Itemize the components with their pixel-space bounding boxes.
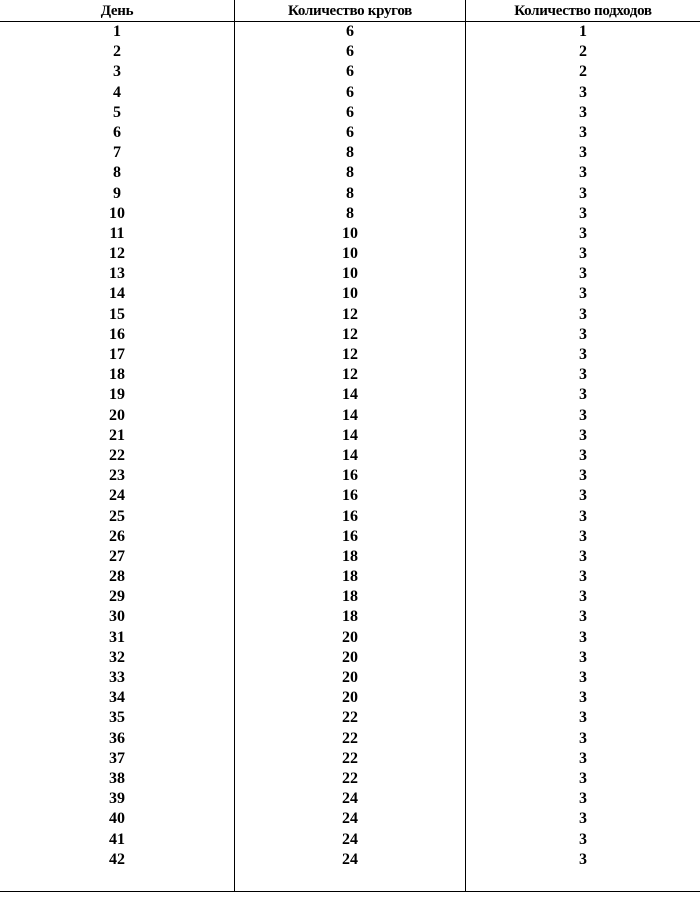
laps-cell: 6: [346, 63, 354, 81]
laps-cell: 12: [342, 366, 358, 384]
table-row: [0, 264, 700, 284]
sets-cell: 3: [579, 568, 587, 586]
sets-cell: 3: [579, 123, 587, 141]
sets-cell: 3: [579, 144, 587, 162]
laps-cell: 24: [342, 850, 358, 868]
sets-cell: 3: [579, 426, 587, 444]
sets-cell: 3: [579, 245, 587, 263]
day-cell: 32: [109, 648, 125, 666]
day-cell: 8: [113, 164, 121, 182]
sets-cell: 3: [579, 830, 587, 848]
header-day: День: [100, 3, 134, 19]
day-cell: 2: [113, 43, 121, 61]
table-row: [0, 305, 700, 325]
table-row: [0, 830, 700, 850]
table-row: [0, 749, 700, 769]
table-row: [0, 62, 700, 82]
laps-cell: 14: [342, 426, 358, 444]
day-cell: 4: [113, 83, 121, 101]
laps-cell: 12: [342, 325, 358, 343]
day-cell: 13: [109, 265, 125, 283]
laps-cell: 16: [342, 507, 358, 525]
laps-cell: 8: [346, 144, 354, 162]
table-row: [0, 688, 700, 708]
day-cell: 35: [109, 709, 125, 727]
table-row: [0, 850, 700, 870]
day-cell: 20: [109, 406, 125, 424]
header-laps: Количество кругов: [288, 3, 412, 19]
day-cell: 36: [109, 729, 125, 747]
laps-cell: 6: [346, 23, 354, 40]
table-row: [0, 769, 700, 789]
table-row: [0, 547, 700, 567]
sets-cell: 3: [579, 386, 587, 404]
day-cell: 29: [109, 588, 125, 606]
table-row: [0, 406, 700, 426]
table-body: [0, 22, 700, 870]
table-row: [0, 426, 700, 446]
laps-cell: 20: [342, 648, 358, 666]
laps-cell: 6: [346, 103, 354, 121]
laps-cell: 6: [346, 123, 354, 141]
day-cell: 21: [109, 426, 125, 444]
table-row: [0, 466, 700, 486]
laps-cell: 14: [342, 386, 358, 404]
day-cell: 17: [109, 346, 125, 363]
laps-cell: 18: [342, 568, 358, 586]
sets-cell: 3: [579, 184, 587, 202]
sets-cell: 3: [579, 790, 587, 808]
sets-cell: 3: [579, 487, 587, 505]
table-row: [0, 284, 700, 304]
sets-cell: 3: [579, 608, 587, 626]
table-row: [0, 385, 700, 405]
laps-cell: 22: [342, 769, 358, 787]
day-cell: 16: [109, 325, 125, 343]
laps-cell: 24: [342, 830, 358, 848]
sets-cell: 2: [579, 43, 587, 61]
sets-cell: 3: [579, 588, 587, 606]
table-header-row: [0, 0, 700, 21]
laps-cell: 10: [342, 245, 358, 263]
table-row: [0, 244, 700, 264]
sets-cell: 3: [579, 729, 587, 747]
table-row: [0, 729, 700, 749]
laps-cell: 22: [342, 729, 358, 747]
sets-cell: 3: [579, 366, 587, 384]
day-cell: 27: [109, 547, 125, 565]
sets-cell: 3: [579, 265, 587, 283]
table-row: [0, 184, 700, 204]
table-row: [0, 446, 700, 466]
day-cell: 33: [109, 669, 125, 686]
laps-cell: 12: [342, 346, 358, 363]
sets-cell: 3: [579, 204, 587, 222]
day-cell: 14: [109, 285, 125, 303]
laps-cell: 24: [342, 810, 358, 828]
table-row: [0, 668, 700, 688]
day-cell: 25: [109, 507, 125, 525]
sets-cell: 3: [579, 810, 587, 828]
table-row: [0, 83, 700, 103]
header-sets: Количество подходов: [514, 3, 652, 19]
day-cell: 1: [113, 23, 121, 40]
laps-cell: 20: [342, 628, 358, 646]
day-cell: 19: [109, 386, 125, 404]
sets-cell: 3: [579, 346, 587, 363]
table-row: [0, 42, 700, 62]
laps-cell: 8: [346, 184, 354, 202]
sets-cell: 3: [579, 224, 587, 242]
day-cell: 28: [109, 568, 125, 586]
day-cell: 5: [113, 103, 121, 121]
laps-cell: 24: [342, 790, 358, 808]
laps-cell: 8: [346, 204, 354, 222]
laps-cell: 12: [342, 305, 358, 323]
laps-cell: 16: [342, 487, 358, 505]
day-cell: 37: [109, 749, 125, 767]
laps-cell: 6: [346, 83, 354, 101]
laps-cell: 10: [342, 265, 358, 283]
day-cell: 41: [109, 830, 125, 848]
sets-cell: 3: [579, 164, 587, 182]
sets-cell: 3: [579, 769, 587, 787]
laps-cell: 6: [346, 43, 354, 61]
table-row: [0, 607, 700, 627]
table-row: [0, 204, 700, 224]
day-cell: 12: [109, 245, 125, 263]
sets-cell: 3: [579, 628, 587, 646]
table-row: [0, 345, 700, 365]
table-row: [0, 567, 700, 587]
sets-cell: 3: [579, 406, 587, 424]
day-cell: 23: [109, 467, 125, 485]
sets-cell: 3: [579, 507, 587, 525]
table-row: [0, 648, 700, 668]
day-cell: 15: [109, 305, 125, 323]
table-row: [0, 143, 700, 163]
laps-cell: 22: [342, 709, 358, 727]
sets-cell: 3: [579, 83, 587, 101]
table-row: [0, 103, 700, 123]
sets-cell: 3: [579, 325, 587, 343]
day-cell: 22: [109, 446, 125, 464]
day-cell: 34: [109, 689, 125, 707]
sets-cell: 3: [579, 547, 587, 565]
laps-cell: 10: [342, 285, 358, 303]
laps-cell: 16: [342, 527, 358, 545]
laps-cell: 20: [342, 689, 358, 707]
sets-cell: 3: [579, 446, 587, 464]
sets-cell: 3: [579, 285, 587, 303]
sets-cell: 3: [579, 103, 587, 121]
table-row: [0, 365, 700, 385]
table-row: [0, 224, 700, 244]
day-cell: 3: [113, 63, 121, 81]
sets-cell: 1: [579, 23, 587, 40]
table-row: [0, 628, 700, 648]
laps-cell: 18: [342, 588, 358, 606]
table-row: [0, 123, 700, 143]
laps-cell: 10: [342, 224, 358, 242]
table-row: [0, 507, 700, 527]
laps-cell: 14: [342, 406, 358, 424]
table-row: [0, 527, 700, 547]
day-cell: 42: [109, 850, 125, 868]
table-row: [0, 22, 700, 42]
sets-cell: 3: [579, 749, 587, 767]
day-cell: 24: [109, 487, 125, 505]
sets-cell: 2: [579, 63, 587, 81]
sets-cell: 3: [579, 467, 587, 485]
day-cell: 7: [113, 144, 121, 162]
day-cell: 40: [109, 810, 125, 828]
day-cell: 30: [109, 608, 125, 626]
laps-cell: 20: [342, 669, 358, 686]
laps-cell: 8: [346, 164, 354, 182]
sets-cell: 3: [579, 709, 587, 727]
table-row: [0, 587, 700, 607]
table-row: [0, 789, 700, 809]
table-row: [0, 163, 700, 183]
sets-cell: 3: [579, 689, 587, 707]
day-cell: 10: [109, 204, 125, 222]
laps-cell: 18: [342, 608, 358, 626]
sets-cell: 3: [579, 850, 587, 868]
day-cell: 9: [113, 184, 121, 202]
day-cell: 11: [109, 224, 125, 242]
sets-cell: 3: [579, 305, 587, 323]
laps-cell: 22: [342, 749, 358, 767]
laps-cell: 16: [342, 467, 358, 485]
day-cell: 26: [109, 527, 125, 545]
table-row: [0, 325, 700, 345]
table-row: [0, 708, 700, 728]
day-cell: 6: [113, 123, 121, 141]
table-row: [0, 486, 700, 506]
sets-cell: 3: [579, 648, 587, 666]
day-cell: 39: [109, 790, 125, 808]
day-cell: 18: [109, 366, 125, 384]
day-cell: 38: [109, 769, 125, 787]
sets-cell: 3: [579, 669, 587, 686]
laps-cell: 18: [342, 547, 358, 565]
laps-cell: 14: [342, 446, 358, 464]
table-row: [0, 809, 700, 829]
day-cell: 31: [109, 628, 125, 646]
sets-cell: 3: [579, 527, 587, 545]
